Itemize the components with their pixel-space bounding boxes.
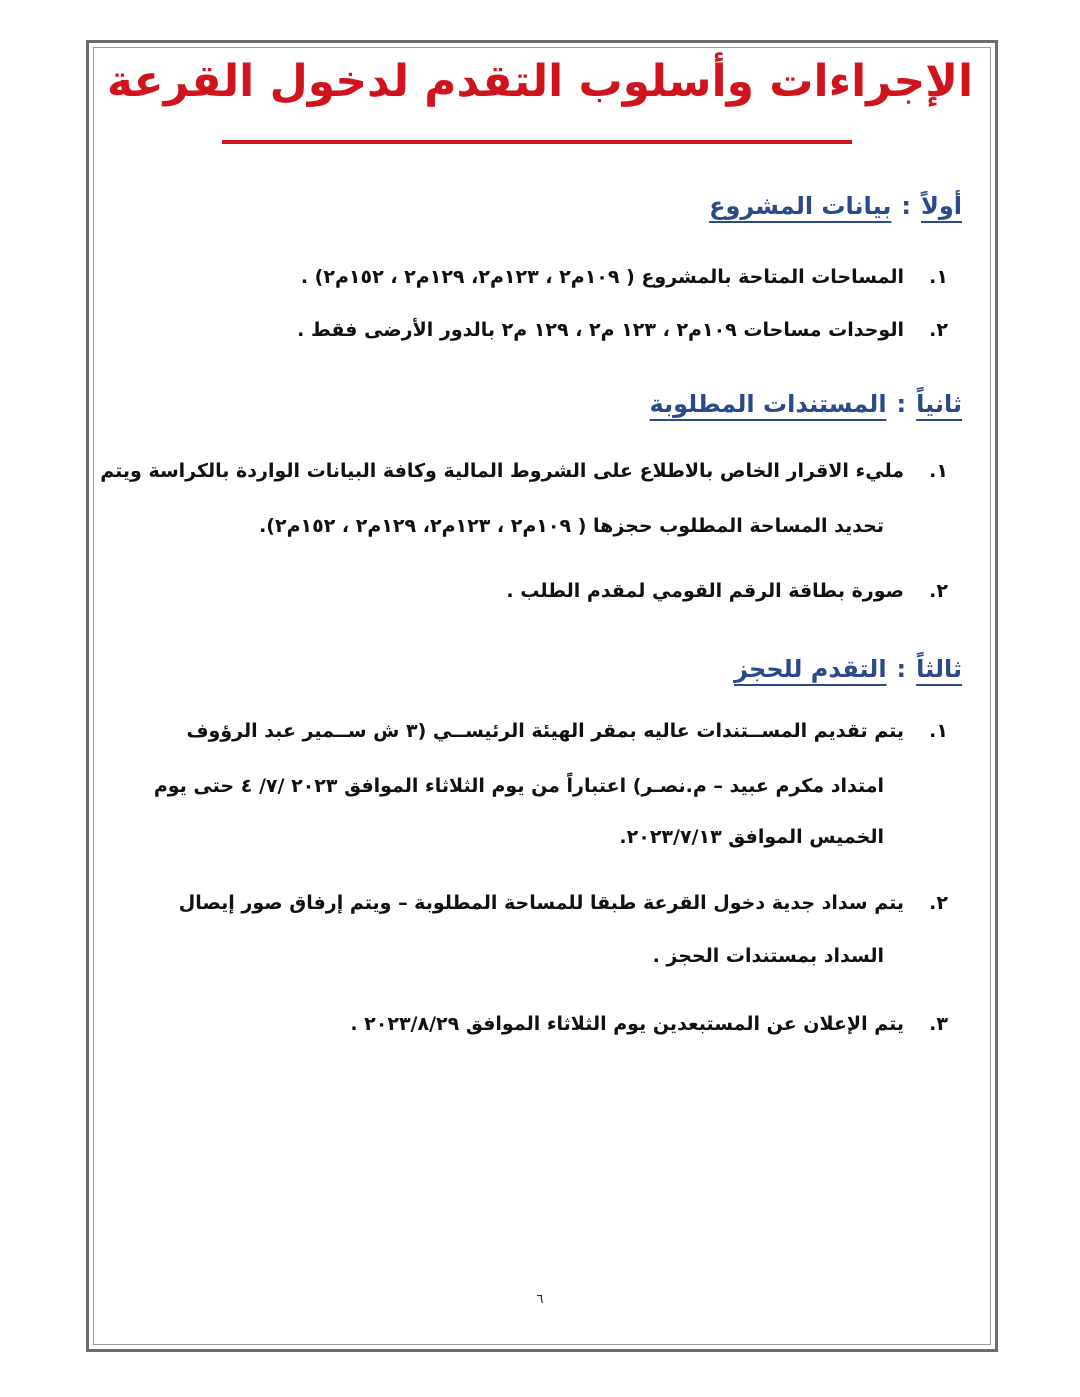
section-2-lead: ثانياً [916, 390, 962, 418]
section-3-title: التقدم للحجز [734, 655, 887, 683]
section-2-heading [650, 390, 962, 418]
section-1-item-1-text: المساحات المتاحة بالمشروع ( ١٠٩م٢ ، ١٢٣م٢، ١٢٩م٢ ، ١٥٢م٢) . [300, 266, 904, 288]
page-frame [86, 40, 998, 1352]
section-3-item-1-line-1: يتم تقديم المســتندات عاليه بمقر الهيئة الرئيســي (٣ ش ســمير عبد الرؤوف [186, 720, 904, 742]
section-2-title: المستندات المطلوبة [649, 390, 887, 418]
section-3-item-1-line-2: امتداد مكرم عبيد – م.نصـر) اعتباراً من يوم الثلاثاء الموافق ٢٠٢٣ /٧/ ٤ حتى يوم [153, 775, 884, 797]
section-3-heading [734, 655, 962, 683]
page-title: الإجراءات وأسلوب التقدم لدخول القرعة [106, 56, 974, 107]
section-2-colon: : [896, 390, 907, 418]
section-3-item-2-line-1: يتم سداد جدية دخول القرعة طبقا للمساحة المطلوبة – ويتم إرفاق صور إيصال [178, 892, 904, 914]
section-1-item-2-text: الوحدات مساحات ١٠٩م٢ ، ١٢٣ م٢ ، ١٢٩ م٢ بالدور الأرضى فقط . [297, 319, 904, 341]
section-2-item-1-line-2: تحديد المساحة المطلوب حجزها ( ١٠٩م٢ ، ١٢٣م٢، ١٢٩م٢ ، ١٥٢م٢). [259, 515, 884, 537]
section-3-item-3-number: ٣. [929, 1013, 948, 1035]
title-underline [222, 140, 852, 144]
section-3-item-2-number: ٢. [929, 892, 948, 914]
section-3-item-1-line-3: الخميس الموافق ٢٠٢٣/٧/١٣. [619, 826, 884, 848]
section-3-item-3-text: يتم الإعلان عن المستبعدين يوم الثلاثاء الموافق ٢٠٢٣/٨/٢٩ . [350, 1013, 904, 1035]
section-1-title: بيانات المشروع [709, 192, 892, 220]
section-1-heading [709, 192, 962, 220]
section-2-item-1-number: ١. [929, 460, 948, 482]
section-1-item-1-number: ١. [929, 266, 948, 288]
section-3-item-1-number: ١. [929, 720, 948, 742]
section-2-item-2-number: ٢. [929, 580, 948, 602]
page-number: ٦ [536, 1292, 544, 1307]
section-3-lead: ثالثاً [916, 655, 962, 683]
section-3-item-2-line-2: السداد بمستندات الحجز . [652, 945, 884, 967]
section-1-colon: : [901, 192, 911, 220]
section-1-lead: أولاً [920, 192, 962, 220]
section-3-colon: : [896, 655, 907, 683]
section-2-item-2-text: صورة بطاقة الرقم القومي لمقدم الطلب . [506, 580, 904, 602]
section-2-item-1-line-1: مليء الاقرار الخاص بالاطلاع على الشروط المالية وكافة البيانات الواردة بالكراسة ويتم [100, 460, 904, 482]
section-1-item-2-number: ٢. [929, 319, 948, 341]
